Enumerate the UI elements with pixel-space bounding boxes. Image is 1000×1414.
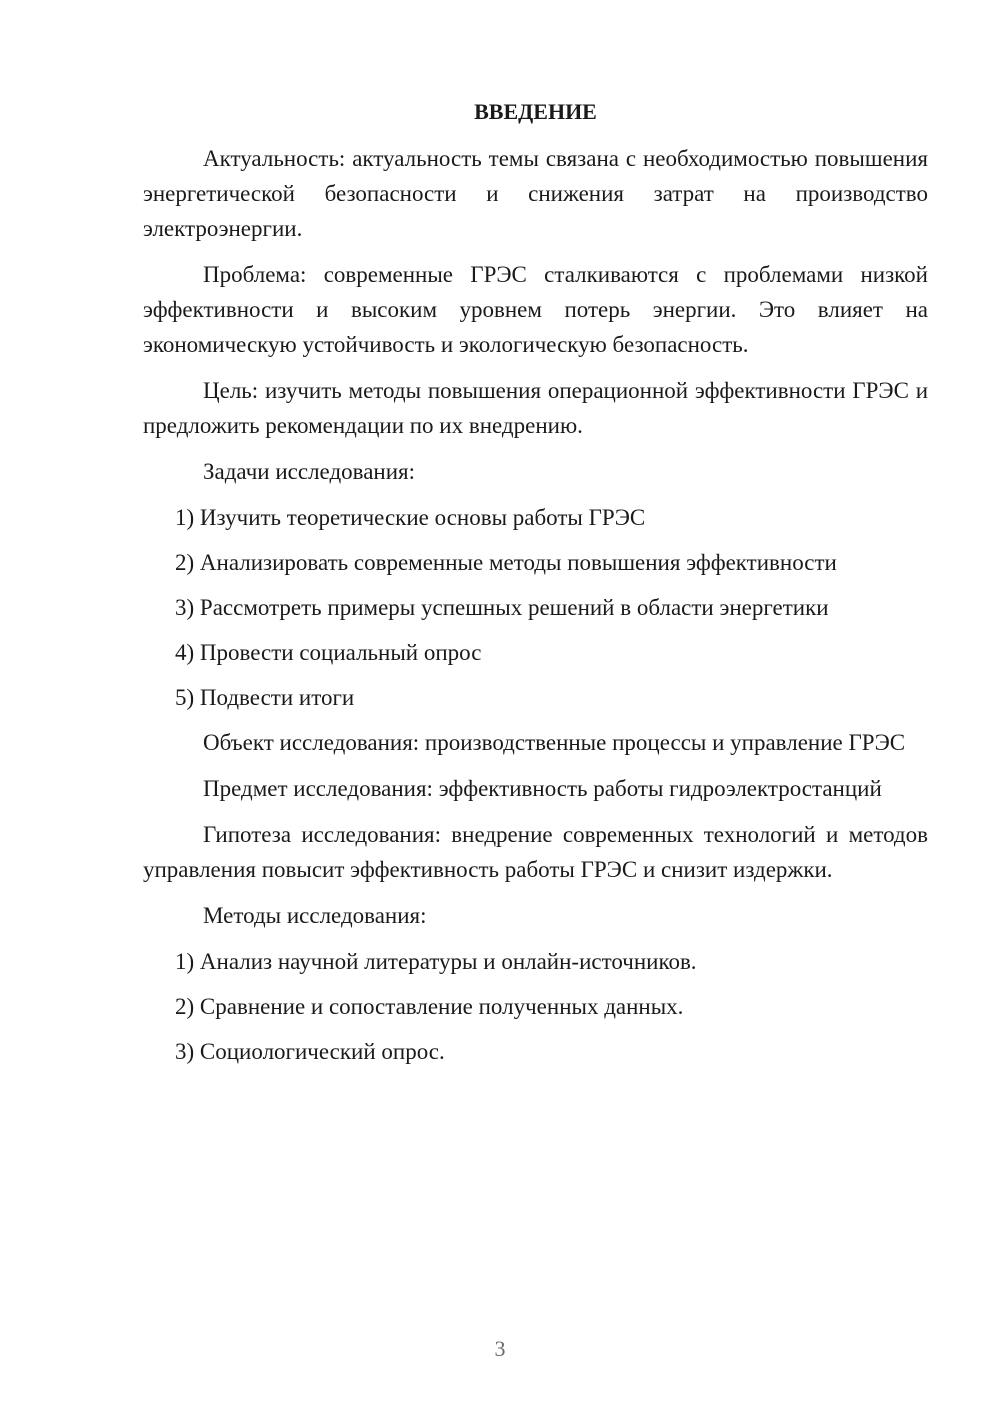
list-item: 3) Социологический опрос. bbox=[175, 1039, 445, 1064]
page-title: ВВЕДЕНИЕ bbox=[474, 99, 597, 124]
page-content bbox=[143, 94, 928, 1079]
object-paragraph: Объект исследования: производственные процессы и управление ГРЭС bbox=[203, 730, 906, 755]
list-item: 1) Изучить теоретические основы работы ГРЭС bbox=[175, 505, 646, 530]
methods-heading: Методы исследования: bbox=[203, 903, 427, 928]
tasks-heading: Задачи исследования: bbox=[203, 459, 416, 484]
list-item: 5) Подвести итоги bbox=[175, 685, 355, 710]
relevance-paragraph: Актуальность: актуальность темы связана с необходимостью повышения энергетической безопасности и снижения затрат на производство электроэнергии. bbox=[143, 146, 928, 241]
list-item: 4) Провести социальный опрос bbox=[175, 640, 482, 665]
list-item: 2) Сравнение и сопоставление полученных данных. bbox=[175, 994, 684, 1019]
list-item: 1) Анализ научной литературы и онлайн-источников. bbox=[175, 949, 697, 974]
goal-paragraph: Цель: изучить методы повышения операционной эффективности ГРЭС и предложить рекомендации по их внедрению. bbox=[143, 378, 928, 438]
hypothesis-paragraph: Гипотеза исследования: внедрение современных технологий и методов управления повысит эффективность работы ГРЭС и снизит издержки. bbox=[143, 822, 928, 882]
subject-paragraph: Предмет исследования: эффективность работы гидроэлектростанций bbox=[203, 776, 882, 801]
page-number: 3 bbox=[494, 1336, 506, 1361]
problem-paragraph: Проблема: современные ГРЭС сталкиваются с проблемами низкой эффективности и высоким уровнем потерь энергии. Это влияет на экономическую устойчивость и экологическую безопасность. bbox=[143, 262, 928, 357]
list-item: 2) Анализировать современные методы повышения эффективности bbox=[175, 550, 837, 575]
list-item: 3) Рассмотреть примеры успешных решений в области энергетики bbox=[175, 595, 829, 620]
